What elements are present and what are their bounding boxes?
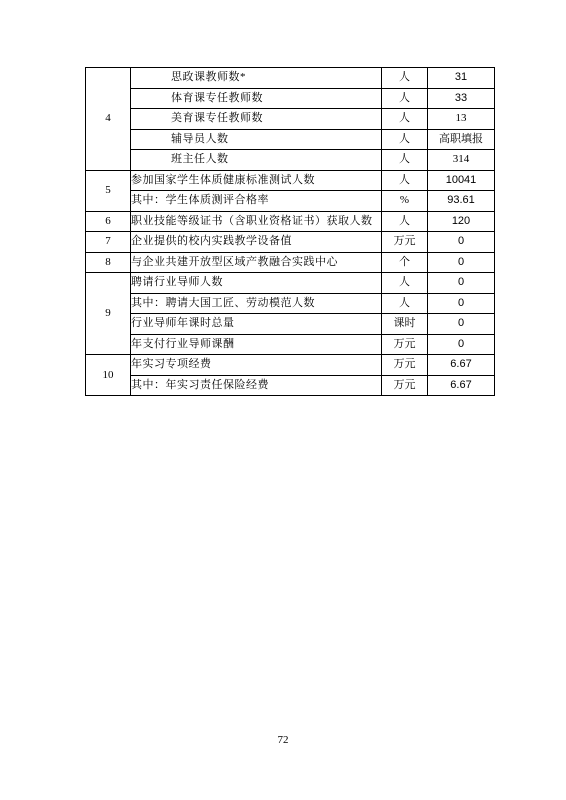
value-cell: 314 — [428, 150, 495, 171]
value-cell: 31 — [428, 68, 495, 89]
statistics-table-body — [86, 68, 495, 396]
item-label: 聘请行业导师人数 — [131, 273, 382, 294]
unit-cell: 人 — [382, 293, 428, 314]
row-group-number: 9 — [86, 273, 131, 355]
unit-cell: 人 — [382, 129, 428, 150]
value-cell: 高职填报 — [428, 129, 495, 150]
page-number: 72 — [277, 734, 289, 746]
value-cell: 0 — [428, 314, 495, 335]
value-cell: 6.67 — [428, 355, 495, 376]
table-row — [86, 191, 495, 212]
unit-cell: 个 — [382, 252, 428, 273]
unit-cell: 人 — [382, 88, 428, 109]
item-label: 其中：学生体质测评合格率 — [131, 191, 382, 212]
unit-cell: 人 — [382, 273, 428, 294]
table-row — [86, 273, 495, 294]
item-label: 辅导员人数 — [131, 129, 382, 150]
table-row — [86, 375, 495, 396]
table-row — [86, 314, 495, 335]
table-row — [86, 211, 495, 232]
item-label: 美育课专任教师数 — [131, 109, 382, 130]
row-group-number: 4 — [86, 68, 131, 171]
value-cell: 0 — [428, 232, 495, 253]
row-group-number: 5 — [86, 170, 131, 211]
unit-cell: 人 — [382, 68, 428, 89]
table-row — [86, 232, 495, 253]
item-label: 职业技能等级证书（含职业资格证书）获取人数 — [131, 211, 382, 232]
unit-cell: 万元 — [382, 334, 428, 355]
value-cell: 10041 — [428, 170, 495, 191]
unit-cell: 万元 — [382, 232, 428, 253]
table-row — [86, 68, 495, 89]
unit-cell: 人 — [382, 211, 428, 232]
unit-cell: 人 — [382, 170, 428, 191]
table-row — [86, 88, 495, 109]
row-group-number: 6 — [86, 211, 131, 232]
item-label: 体育课专任教师数 — [131, 88, 382, 109]
item-label: 其中：聘请大国工匠、劳动模范人数 — [131, 293, 382, 314]
value-cell: 33 — [428, 88, 495, 109]
row-group-number: 7 — [86, 232, 131, 253]
value-cell: 6.67 — [428, 375, 495, 396]
value-cell: 120 — [428, 211, 495, 232]
item-label: 年实习专项经费 — [131, 355, 382, 376]
item-label: 思政课教师数* — [131, 68, 382, 89]
item-label: 年支付行业导师课酬 — [131, 334, 382, 355]
item-label: 与企业共建开放型区域产教融合实践中心 — [131, 252, 382, 273]
value-cell: 0 — [428, 273, 495, 294]
table-row — [86, 109, 495, 130]
unit-cell: 万元 — [382, 375, 428, 396]
item-label: 其中：年实习责任保险经费 — [131, 375, 382, 396]
table-row — [86, 150, 495, 171]
table-row — [86, 293, 495, 314]
value-cell: 0 — [428, 293, 495, 314]
unit-cell: % — [382, 191, 428, 212]
row-group-number: 8 — [86, 252, 131, 273]
statistics-table — [85, 67, 495, 396]
table-row — [86, 170, 495, 191]
value-cell: 93.61 — [428, 191, 495, 212]
row-group-number: 10 — [86, 355, 131, 396]
unit-cell: 人 — [382, 109, 428, 130]
item-label: 企业提供的校内实践教学设备值 — [131, 232, 382, 253]
unit-cell: 人 — [382, 150, 428, 171]
value-cell: 13 — [428, 109, 495, 130]
value-cell: 0 — [428, 334, 495, 355]
table-row — [86, 355, 495, 376]
item-label: 班主任人数 — [131, 150, 382, 171]
item-label: 行业导师年课时总量 — [131, 314, 382, 335]
unit-cell: 课时 — [382, 314, 428, 335]
item-label: 参加国家学生体质健康标准测试人数 — [131, 170, 382, 191]
unit-cell: 万元 — [382, 355, 428, 376]
table-row — [86, 334, 495, 355]
table-row — [86, 129, 495, 150]
table-row — [86, 252, 495, 273]
value-cell: 0 — [428, 252, 495, 273]
